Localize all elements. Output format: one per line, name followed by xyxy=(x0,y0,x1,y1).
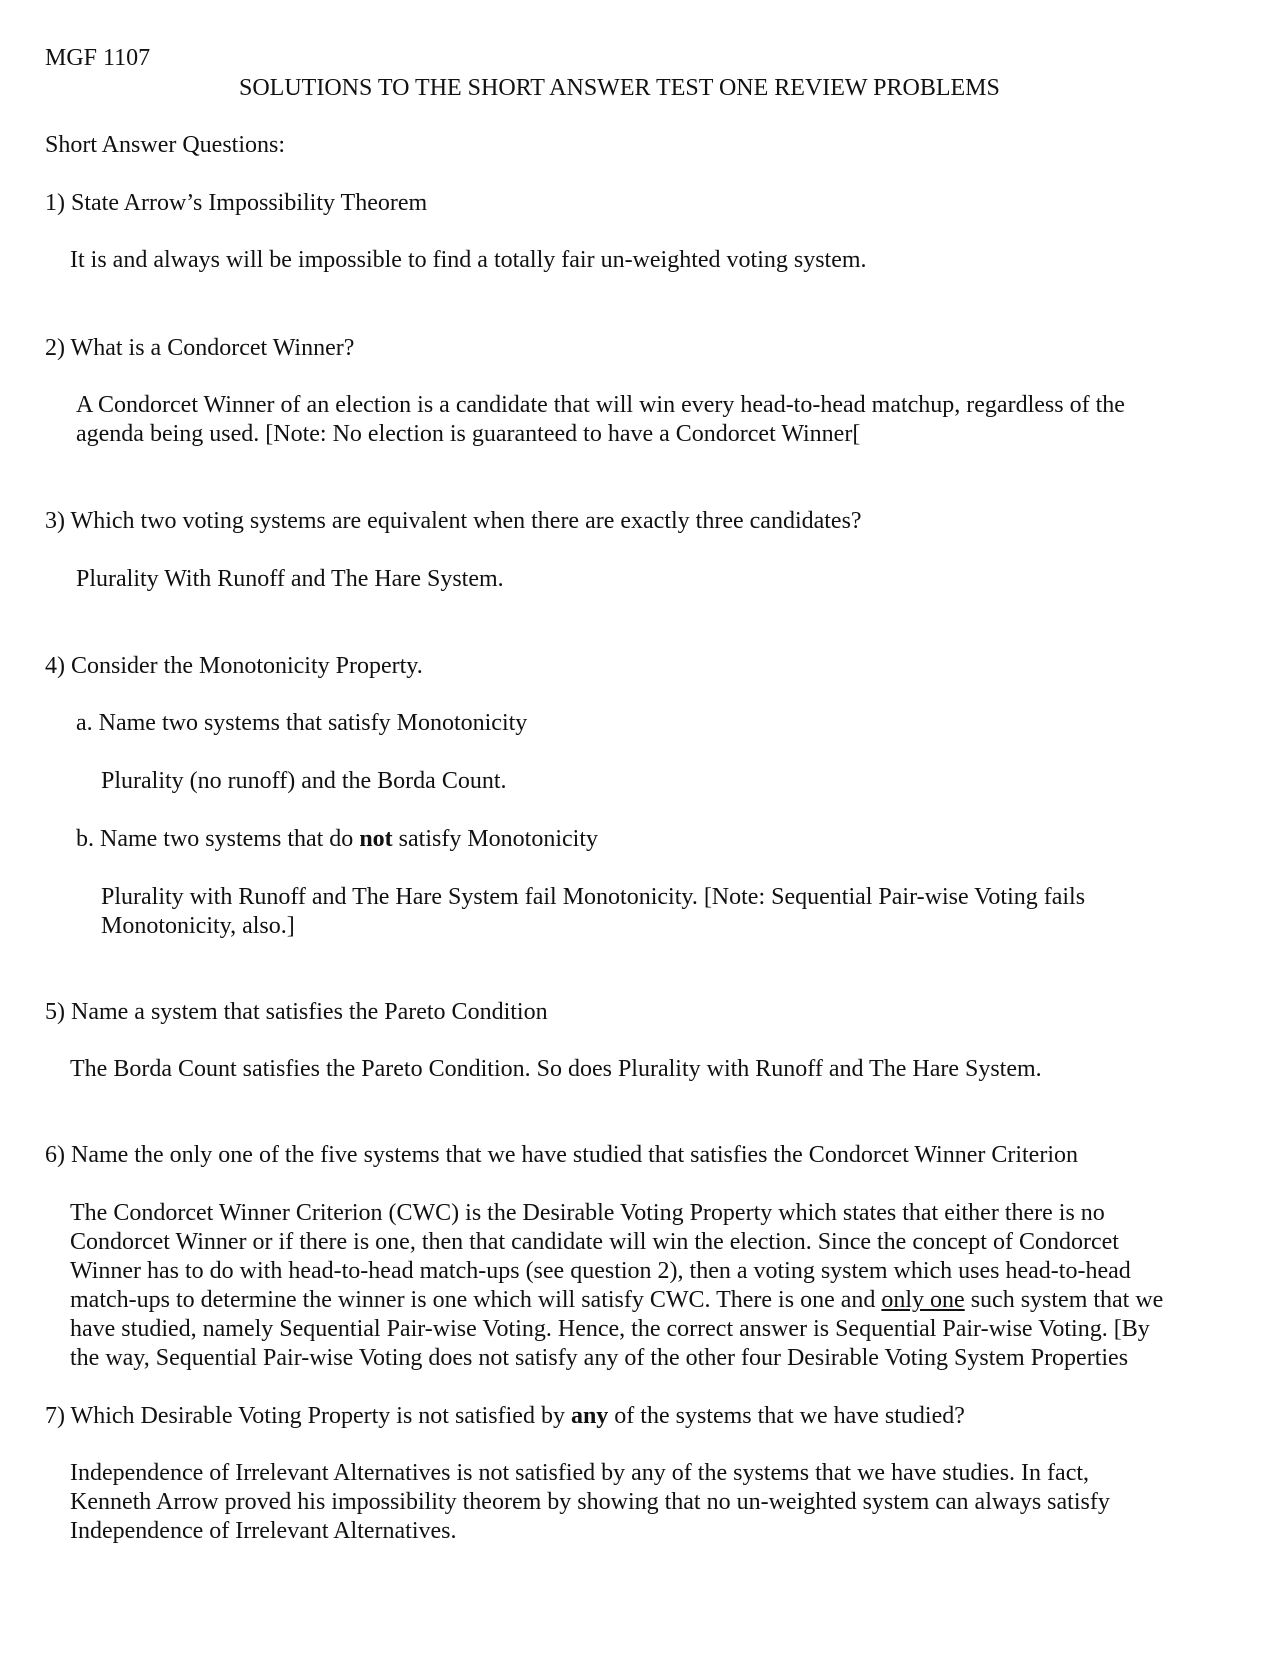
answer-6-line-3: Winner has to do with head-to-head match-ups (see question 2), then a voting system which uses head-to-head xyxy=(70,1258,1131,1284)
answer-1: It is and always will be impossible to find a totally fair un-weighted voting system. xyxy=(70,247,867,273)
answer-6-line-4 xyxy=(70,1286,1163,1315)
question-4b-pre: b. Name two systems that do xyxy=(76,826,360,852)
question-3: 3) Which two voting systems are equivalent when there are exactly three candidates? xyxy=(45,508,862,534)
question-4a: a. Name two systems that satisfy Monotonicity xyxy=(76,710,528,736)
question-1: 1) State Arrow’s Impossibility Theorem xyxy=(45,190,428,216)
answer-4b-line-2: Monotonicity, also.] xyxy=(101,913,295,939)
question-6: 6) Name the only one of the five systems that we have studied that satisfies the Condorcet Winner Criterion xyxy=(45,1142,1078,1168)
answer-6-line-1: The Condorcet Winner Criterion (CWC) is the Desirable Voting Property which states that either there is no xyxy=(70,1200,1105,1226)
question-7 xyxy=(45,1402,965,1431)
answer-4b-line-1: Plurality with Runoff and The Hare System fail Monotonicity. [Note: Sequential Pair-wise Voting fails xyxy=(101,884,1086,910)
course-code: MGF 1107 xyxy=(45,45,151,71)
question-7-bold: any xyxy=(570,1403,609,1429)
answer-5: The Borda Count satisfies the Pareto Condition. So does Plurality with Runoff and The Hare System. xyxy=(70,1056,1042,1082)
question-4: 4) Consider the Monotonicity Property. xyxy=(45,653,423,679)
question-7-post: of the systems that we have studied? xyxy=(608,1403,965,1429)
question-2: 2) What is a Condorcet Winner? xyxy=(45,335,355,361)
answer-2-line-1: A Condorcet Winner of an election is a candidate that will win every head-to-head matchup, regardless of the xyxy=(76,392,1125,418)
answer-6-line-6: the way, Sequential Pair-wise Voting does not satisfy any of the other four Desirable Voting System Properties xyxy=(70,1345,1129,1371)
answer-7-line-1: Independence of Irrelevant Alternatives is not satisfied by any of the systems that we have studies. In fact, xyxy=(70,1460,1090,1486)
question-5: 5) Name a system that satisfies the Pareto Condition xyxy=(45,999,548,1025)
answer-6-line-4-pre: match-ups to determine the winner is one which will satisfy CWC. There is one and xyxy=(70,1287,882,1313)
answer-6-line-4-underline: only one xyxy=(881,1287,965,1313)
question-7-pre: 7) Which Desirable Voting Property is not satisfied by xyxy=(45,1403,571,1429)
page-title: SOLUTIONS TO THE SHORT ANSWER TEST ONE REVIEW PROBLEMS xyxy=(239,75,1000,101)
question-4b xyxy=(76,825,598,854)
answer-2-line-2: agenda being used. [Note: No election is guaranteed to have a Condorcet Winner[ xyxy=(76,421,861,447)
answer-4a: Plurality (no runoff) and the Borda Count. xyxy=(101,768,507,794)
question-4b-bold: not xyxy=(359,826,393,852)
question-4b-post: satisfy Monotonicity xyxy=(392,826,598,852)
section-heading: Short Answer Questions: xyxy=(45,132,285,158)
answer-6-line-5: have studied, namely Sequential Pair-wise Voting. Hence, the correct answer is Sequential Pair-wise Voting. [By xyxy=(70,1316,1150,1342)
answer-6-line-2: Condorcet Winner or if there is one, then that candidate will win the election. Since the concept of Condorcet xyxy=(70,1229,1119,1255)
answer-7-line-2: Kenneth Arrow proved his impossibility theorem by showing that no un-weighted system can always satisfy xyxy=(70,1489,1110,1515)
answer-7-line-3: Independence of Irrelevant Alternatives. xyxy=(70,1518,457,1544)
answer-3: Plurality With Runoff and The Hare System. xyxy=(76,566,504,592)
answer-6-line-4-post: such system that we xyxy=(964,1287,1164,1313)
